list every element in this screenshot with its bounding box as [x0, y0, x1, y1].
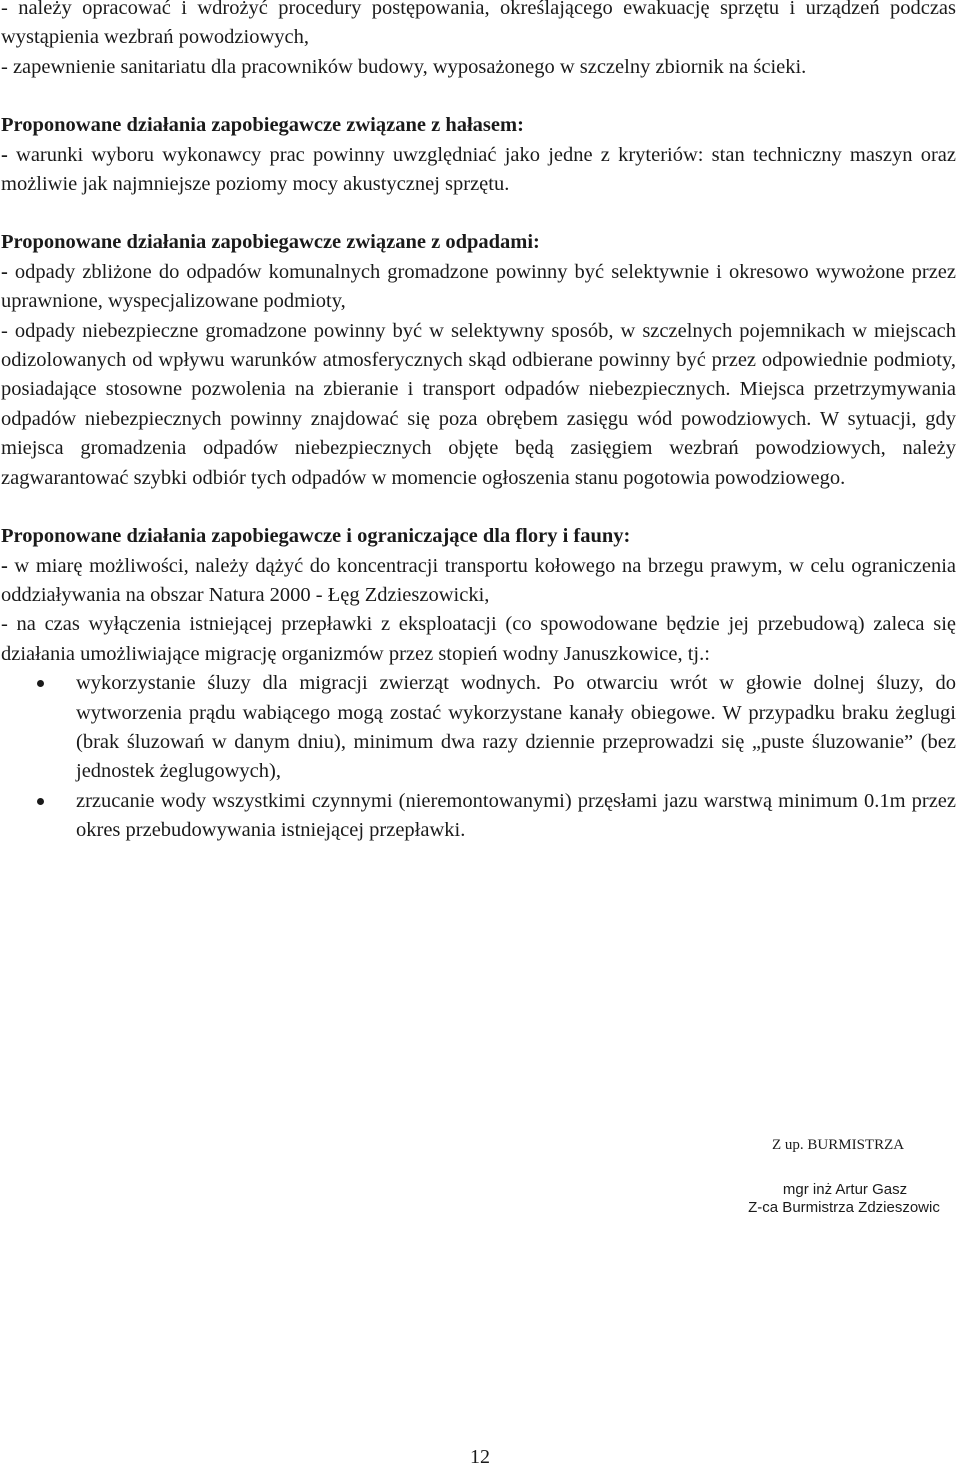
list-item: [1, 787, 956, 846]
noise-text: warunki wyboru wykonawcy prac powinny uwzględniać jako jedne z kryteriów: stan techniczny maszyn oraz możliwie jak najmniejsze poziomy mocy akustycznej sprzętu.: [1, 143, 956, 196]
waste-heading: Proponowane działania zapobiegawcze związane z odpadami:: [1, 231, 540, 254]
intro-item-sanitation: - zapewnienie sanitariatu dla pracowników budowy, wyposażonego w szczelny zbiornik na ścieki.: [1, 55, 807, 78]
signature-authorization: Z up. BURMISTRZA: [772, 1137, 905, 1153]
flora-dash: -: [1, 554, 8, 577]
flora-item-transport: [1, 552, 956, 611]
list-item-text: wykorzystanie śluzy dla migracji zwierząt wodnych. Po otwarciu wrót w głowie dolnej śluzy, do wytworzenia prądu wabiącego mogą zostać wykorzystane kanały obiegowe. W przypadku braku żeglugi (brak śluzowań w danym dniu), minimum dwa razy dziennie przeprowadzi się „puste śluzowanie” (bez jednostek żeglugowych),: [76, 672, 956, 783]
page-number: 12: [470, 1446, 490, 1468]
signature-title: Z-ca Burmistrza Zdzieszowic: [748, 1199, 940, 1216]
waste-dash: -: [1, 260, 8, 283]
waste-text-communal: odpady zbliżone do odpadów komunalnych gromadzone powinny być selektywnie i okresowo wywożone przez uprawnione, wyspecjalizowane podmioty,: [1, 260, 956, 313]
noise-item: [1, 141, 956, 200]
flora-item-fish-pass: - na czas wyłączenia istniejącej przepławki z eksploatacji (co spowodowane będzie jej przebudową) zaleca się działania umożliwiające migrację organizmów przez stopień wodny Januszkowice, tj.:: [1, 613, 956, 665]
flora-heading: Proponowane działania zapobiegawcze i ograniczające dla flory i fauny:: [1, 525, 631, 548]
noise-dash: -: [1, 143, 8, 166]
waste-item-hazardous: - odpady niebezpieczne gromadzone powinny być w selektywny sposób, w szczelnych pojemnikach w miejscach odizolowanych od wpływu warunków atmosferycznych skąd odbierane powinny być przez odpowiednie podmioty, posiadające stosowne pozwolenia na zbieranie i transport odpadów niebezpiecznych. Miejsca przetrzymywania odpadów niebezpiecznych powinny znajdować się poza obrębem zasięgu wód powodziowych. W sytuacji, gdy miejsca gromadzenia odpadów niebezpiecznych objęte będą zasięgiem wezbrań powodziowych, należy zagwarantować szybki odbiór tych odpadów w momencie ogłoszenia stanu pogotowia powodziowego.: [1, 319, 956, 489]
document-body: [1, 0, 956, 846]
signature-name: mgr inż Artur Gasz: [782, 1181, 908, 1198]
list-item-text: zrzucanie wody wszystkimi czynnymi (nieremontowanymi) przęsłami jazu warstwą minimum 0.1m przez okres przebudowywania istniejącej przepławki.: [76, 789, 956, 842]
waste-item-communal: [1, 258, 956, 317]
intro-item-evacuation: - należy opracować i wdrożyć procedury postępowania, określającego ewakuację sprzętu i urządzeń podczas wystąpienia wezbrań powodziowych,: [1, 0, 956, 49]
flora-bullet-list: [1, 669, 956, 845]
flora-text-transport: w miarę możliwości, należy dążyć do koncentracji transportu kołowego na brzegu prawym, w celu ograniczenia oddziaływania na obszar Natura 2000 - Łęg Zdzieszowicki,: [1, 554, 956, 606]
list-item: [1, 669, 956, 787]
noise-heading: Proponowane działania zapobiegawcze związane z hałasem:: [1, 114, 524, 137]
bullet-icon: [37, 680, 44, 687]
bullet-icon: [37, 798, 44, 805]
